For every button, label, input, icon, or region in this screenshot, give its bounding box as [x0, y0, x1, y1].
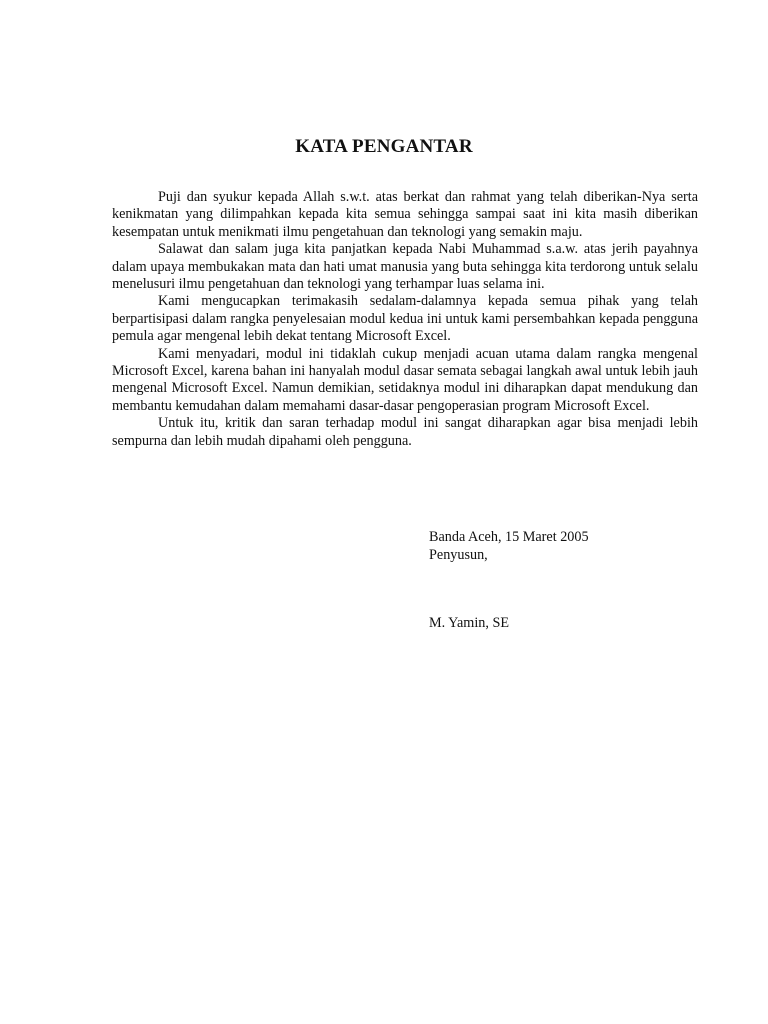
paragraph-5: Untuk itu, kritik dan saran terhadap modul ini sangat diharapkan agar bisa menjadi lebih sempurna dan lebih mudah dipahami oleh pengguna.	[112, 415, 698, 449]
preface-body	[112, 189, 698, 450]
signature-role: Penyusun,	[429, 547, 488, 563]
signature-place-date: Banda Aceh, 15 Maret 2005	[429, 529, 589, 545]
paragraph-1: Puji dan syukur kepada Allah s.w.t. atas berkat dan rahmat yang telah diberikan-Nya serta kenikmatan yang dilimpahkan kepada kita semua sehingga sampai saat ini kita masih diberikan kesempatan untuk menikmati ilmu pengetahuan dan teknologi yang semakin maju.	[112, 189, 698, 240]
paragraph-3: Kami mengucapkan terimakasih sedalam-dalamnya kepada semua pihak yang telah berpartisipasi dalam rangka penyelesaian modul kedua ini untuk kami persembahkan kepada pengguna pemula agar mengenal lebih dekat tentang Microsoft Excel.	[112, 293, 698, 345]
signature-name: M. Yamin, SE	[429, 615, 510, 631]
paragraph-2: Salawat dan salam juga kita panjatkan kepada Nabi Muhammad s.a.w. atas jerih payahnya dalam upaya membukakan mata dan hati umat manusia yang buta sehingga kita terdorong untuk selalu menelusuri ilmu pengetahuan dan teknologi yang terhampar luas selama ini.	[112, 241, 698, 293]
page-title: KATA PENGANTAR	[295, 136, 473, 157]
paragraph-4: Kami menyadari, modul ini tidaklah cukup menjadi acuan utama dalam rangka mengenal Microsoft Excel, karena bahan ini hanyalah modul dasar semata sebagai langkah awal untuk lebih jauh mengenal Microsoft Excel. Namun demikian, setidaknya modul ini diharapkan dapat mendukung dan membantu kemudahan dalam memahami dasar-dasar pengoperasian program Microsoft Excel.	[112, 345, 698, 414]
